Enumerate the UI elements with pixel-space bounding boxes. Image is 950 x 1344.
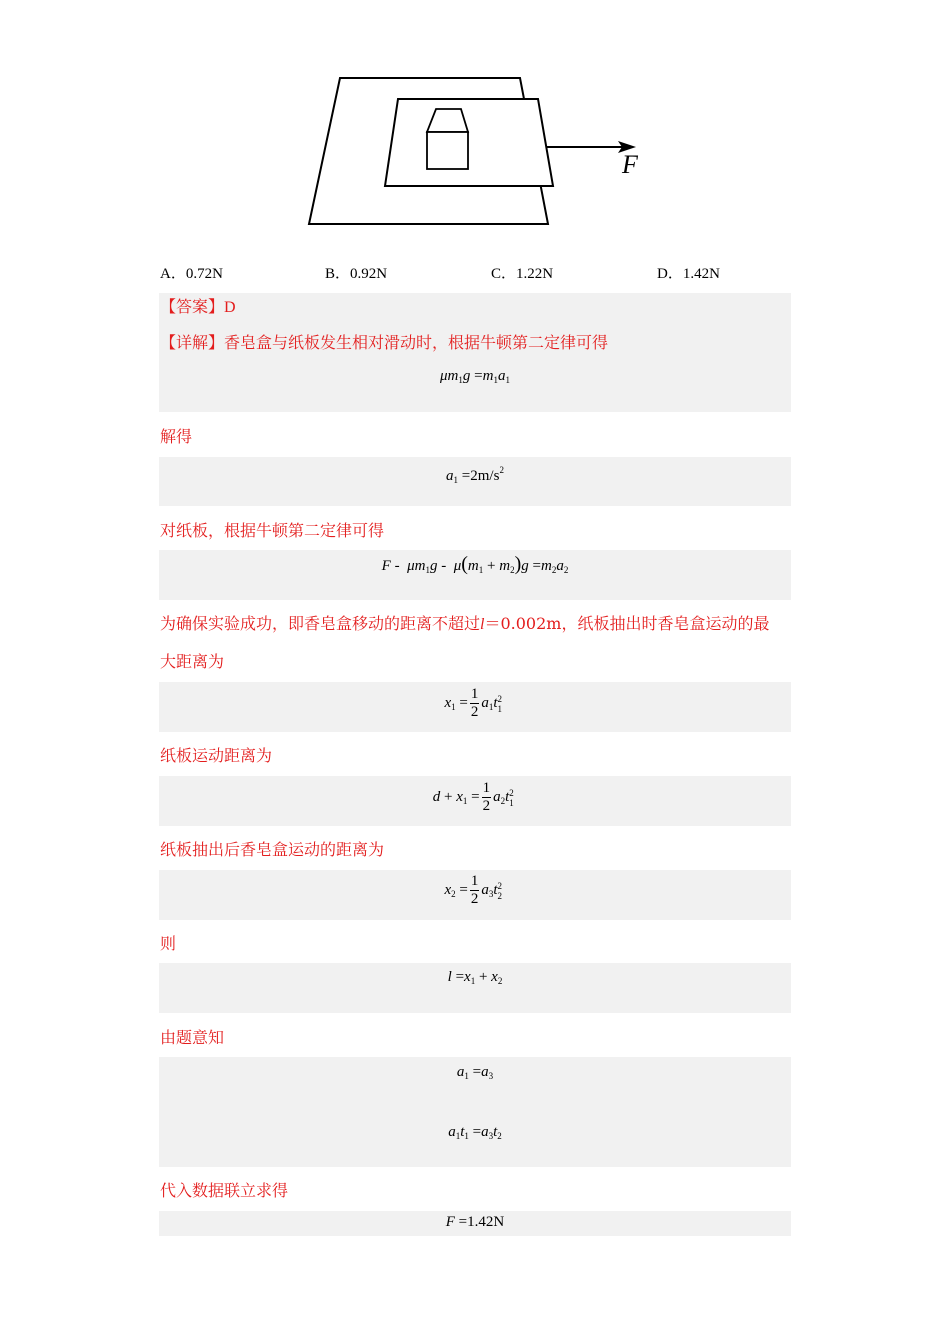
option-value: 1.22N <box>516 266 554 282</box>
equation-4: $x_1$ = $\frac{1}{2}$ $a_1t$ 2 1 <box>444 686 503 720</box>
step-condition <box>160 614 769 635</box>
answer-label: 【答案】 <box>160 297 225 316</box>
step-substitute: 代入数据联立求得 <box>160 1181 289 1200</box>
force-label: F <box>622 150 638 179</box>
option-value: 0.72N <box>185 266 223 282</box>
detail-text: 香皂盒与纸板发生相对滑动时，根据牛顿第二定律可得 <box>224 333 609 352</box>
condition-variable: l <box>480 616 485 633</box>
answer-value: D <box>224 299 236 316</box>
option-b <box>325 262 387 283</box>
detail-line <box>160 333 608 353</box>
step-after-pull: 纸板抽出后香皂盒运动的距离为 <box>160 840 385 859</box>
step-board: 对纸板，根据牛顿第二定律可得 <box>160 521 385 540</box>
equation-3: $F - \mu m_1g - \mu(m_1 + m_2)g =m_2a_2$ <box>381 553 569 575</box>
board-figure <box>300 70 660 235</box>
equation-5: $d + x_1$ = $\frac{1}{2}$ $a_2t$ 2 1 <box>432 780 514 814</box>
equation-1: $\mu m_1g =m_1a_1$ <box>440 368 510 385</box>
equation-6: $x_2$ = $\frac{1}{2}$ $a_3t$ 2 2 <box>444 873 503 907</box>
soap-box <box>427 132 468 169</box>
equation-8: $a_1 =a_3$ <box>456 1064 494 1081</box>
step-board-distance: 纸板运动距离为 <box>160 746 273 765</box>
equation-2-exponent: 2 <box>499 465 504 475</box>
option-value: 0.92N <box>350 266 388 282</box>
equation-7: $l =x_1 + x_2$ <box>447 969 503 986</box>
detail-label: 【详解】 <box>160 333 225 352</box>
option-d <box>657 262 720 283</box>
option-value: 1.42N <box>682 266 720 282</box>
equation-9: $a_1t_1 =a_3t_2$ <box>448 1124 502 1141</box>
step-solve: 解得 <box>160 427 193 446</box>
option-c <box>491 262 553 283</box>
step-then: 则 <box>160 934 177 953</box>
condition-value: ＝0.002m，纸板抽出时香皂盒运动的最 <box>484 614 770 633</box>
option-letter: D． <box>657 266 683 282</box>
answer-line <box>160 297 236 318</box>
equation-2-value: 2m/s <box>470 468 500 484</box>
step-given: 由题意知 <box>160 1028 225 1047</box>
option-a <box>160 262 223 283</box>
final-value: 1.42N <box>467 1214 505 1230</box>
option-letter: C． <box>491 266 517 282</box>
condition-text: 为确保实验成功，即香皂盒移动的距离不超过 <box>160 614 481 633</box>
step-condition-cont: 大距离为 <box>160 652 225 671</box>
option-letter: A． <box>160 266 186 282</box>
equation-2: $a_1 =2m/s^2$ <box>446 465 504 485</box>
upper-plate <box>385 99 553 186</box>
option-letter: B． <box>325 266 351 282</box>
equation-final: F =1.42N <box>445 1214 505 1230</box>
